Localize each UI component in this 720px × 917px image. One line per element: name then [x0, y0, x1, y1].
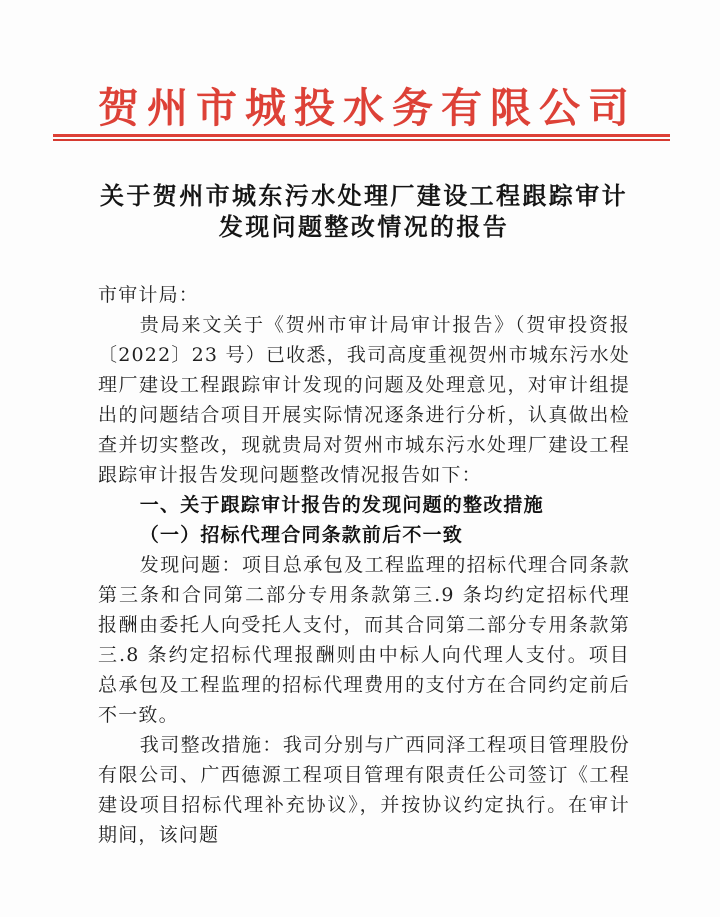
document-title-line1: 关于贺州市城东污水处理厂建设工程跟踪审计 [100, 181, 628, 210]
document-title-line2: 发现问题整改情况的报告 [218, 212, 510, 241]
document-title [98, 180, 630, 242]
document-body [98, 280, 630, 850]
paragraph-rectification-measures: 我司整改措施：我司分别与广西同泽工程项目管理股份有限公司、广西德源工程项目管理有限责任公司签订《工程建设项目招标代理补充协议》，并按协议约定执行。在审计期间，该问题 [98, 734, 630, 846]
letterhead-double-rule [53, 134, 670, 141]
letterhead-company-name: 贺州市城投水务有限公司 [98, 84, 637, 132]
salutation: 市审计局： [98, 284, 200, 306]
paragraph-problem-found: 发现问题：项目总承包及工程监理的招标代理合同条款第三条和合同第二部分专用条款第三.9 条均约定招标代理报酬由委托人向受托人支付，而其合同第二部分专用条款第三.8 条约定招标代理报酬则由中标人向代理人支付。项目总承包及工程监理的招标代理费用的支付方在合同约定前后不一致。 [98, 554, 630, 726]
subsection-1-1-heading: （一）招标代理合同条款前后不一致 [139, 524, 463, 546]
paragraph-intro: 贵局来文关于《贺州市审计局审计报告》（贺审投资报〔2022〕23 号）已收悉，我司高度重视贺州市城东污水处理厂建设工程跟踪审计发现的问题及处理意见，对审计组提出的问题结合项目开展实际情况逐条进行分析，认真做出检查并切实整改，现就贵局对贺州市城东污水处理厂建设工程跟踪审计报告发现问题整改情况报告如下： [98, 314, 630, 486]
section-1-heading: 一、关于跟踪审计报告的发现问题的整改措施 [139, 494, 544, 516]
